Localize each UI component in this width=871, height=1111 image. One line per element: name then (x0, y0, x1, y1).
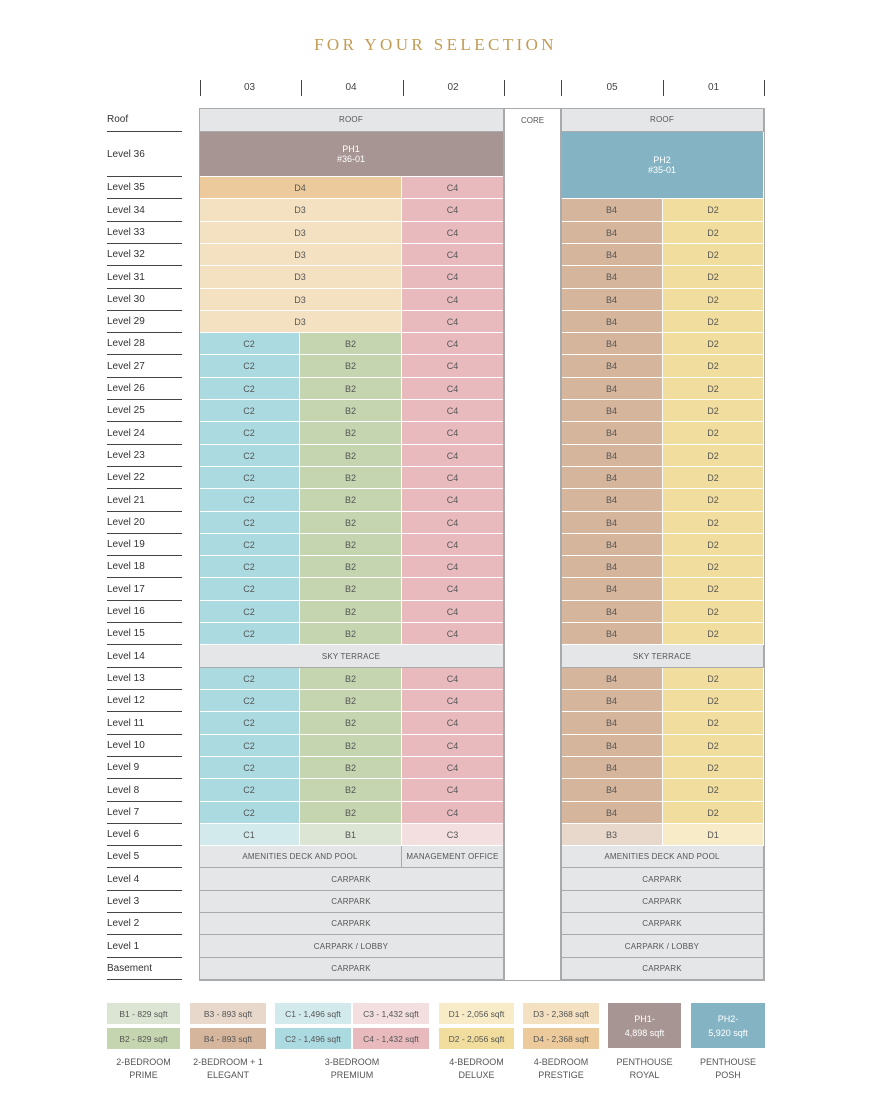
unit-c4[interactable]: C4 (402, 467, 504, 489)
unit-d2[interactable]: D2 (663, 333, 764, 355)
legend-swatch-b2: B2 - 829 sqft (107, 1028, 180, 1049)
legend-swatch-c1: C1 - 1,496 sqft (275, 1003, 351, 1024)
unit-c4[interactable]: C4 (402, 289, 504, 311)
unit-b2[interactable]: B2 (300, 712, 402, 735)
level-label: Level 34 (107, 199, 182, 222)
roof-left: ROOF (199, 108, 504, 132)
penthouse-ph2[interactable]: PH2 #35-01 (561, 132, 764, 199)
level-label: Level 27 (107, 355, 182, 378)
column-tick (403, 80, 404, 96)
legend-swatch-d3: D3 - 2,368 sqft (523, 1003, 599, 1024)
legend-caption: 2-BEDROOM + 1 ELEGANT (193, 1057, 263, 1080)
unit-d2[interactable]: D2 (663, 266, 764, 289)
unit-c2[interactable]: C2 (199, 556, 300, 578)
unit-d2[interactable]: D2 (663, 757, 764, 779)
unit-c4[interactable]: C4 (402, 222, 504, 244)
unit-b2[interactable]: B2 (300, 735, 402, 757)
level-label: Level 19 (107, 534, 182, 556)
unit-b2[interactable]: B2 (300, 757, 402, 779)
unit-c4[interactable]: C4 (402, 400, 504, 422)
level-label: Level 35 (107, 177, 182, 199)
unit-c2[interactable]: C2 (199, 623, 300, 645)
carpark-left: CARPARK (199, 958, 504, 980)
unit-b2[interactable]: B2 (300, 668, 402, 690)
unit-d2[interactable]: D2 (663, 199, 764, 222)
unit-c4[interactable]: C4 (402, 712, 504, 735)
unit-c4[interactable]: C4 (402, 556, 504, 578)
unit-c2[interactable]: C2 (199, 378, 300, 400)
unit-c4[interactable]: C4 (402, 623, 504, 645)
unit-b4[interactable]: B4 (561, 668, 663, 690)
column-header-01: 01 (707, 82, 720, 93)
unit-b4[interactable]: B4 (561, 355, 663, 378)
unit-d3[interactable]: D3 (199, 199, 402, 222)
level-label: Level 6 (107, 824, 182, 846)
level-label: Level 11 (107, 712, 182, 735)
legend-caption: 3-BEDROOM PREMIUM (324, 1057, 380, 1080)
level-label: Level 9 (107, 757, 182, 779)
unit-d2[interactable]: D2 (663, 779, 764, 802)
level-label: Level 2 (107, 913, 182, 935)
unit-b2[interactable]: B2 (300, 578, 402, 601)
legend-swatch-d1: D1 - 2,056 sqft (439, 1003, 514, 1024)
sky-terrace-right: SKY TERRACE (561, 645, 764, 668)
level-label: Level 21 (107, 489, 182, 512)
unit-c4[interactable]: C4 (402, 757, 504, 779)
level-label: Level 20 (107, 512, 182, 534)
unit-c4[interactable]: C4 (402, 422, 504, 445)
level-label: Level 30 (107, 289, 182, 311)
unit-b4[interactable]: B4 (561, 735, 663, 757)
unit-b4[interactable]: B4 (561, 289, 663, 311)
unit-b4[interactable]: B4 (561, 199, 663, 222)
column-header-03: 03 (243, 82, 256, 93)
unit-c2[interactable]: C2 (199, 422, 300, 445)
unit-c4[interactable]: C4 (402, 735, 504, 757)
column-tick (504, 80, 505, 96)
level-label: Level 17 (107, 578, 182, 601)
unit-c2[interactable]: C2 (199, 712, 300, 735)
unit-d2[interactable]: D2 (663, 311, 764, 333)
column-tick (301, 80, 302, 96)
unit-c2[interactable]: C2 (199, 512, 300, 534)
unit-b4[interactable]: B4 (561, 512, 663, 534)
carpark-right: CARPARK / LOBBY (561, 935, 764, 958)
legend-swatch-c2: C2 - 1,496 sqft (275, 1028, 351, 1049)
unit-d3[interactable]: D3 (199, 244, 402, 266)
unit-d2[interactable]: D2 (663, 512, 764, 534)
unit-d2[interactable]: D2 (663, 578, 764, 601)
unit-d4[interactable]: D4 (199, 177, 402, 199)
unit-d2[interactable]: D2 (663, 445, 764, 467)
unit-c1[interactable]: C1 (199, 824, 300, 846)
unit-b4[interactable]: B4 (561, 779, 663, 802)
unit-b4[interactable]: B4 (561, 222, 663, 244)
unit-b2[interactable]: B2 (300, 445, 402, 467)
unit-c4[interactable]: C4 (402, 266, 504, 289)
unit-c2[interactable]: C2 (199, 779, 300, 802)
core-label: CORE (520, 115, 545, 125)
legend-swatch-b1: B1 - 829 sqft (107, 1003, 180, 1024)
level-label: Level 13 (107, 668, 182, 690)
unit-d3[interactable]: D3 (199, 222, 402, 244)
level-label: Level 7 (107, 802, 182, 824)
level-label: Basement (107, 958, 182, 980)
unit-b2[interactable]: B2 (300, 556, 402, 578)
unit-c2[interactable]: C2 (199, 467, 300, 489)
level-label: Level 23 (107, 445, 182, 467)
unit-c2[interactable]: C2 (199, 735, 300, 757)
unit-b4[interactable]: B4 (561, 623, 663, 645)
unit-d3[interactable]: D3 (199, 311, 402, 333)
unit-c4[interactable]: C4 (402, 177, 504, 199)
legend-caption: PENTHOUSE ROYAL (616, 1057, 673, 1080)
unit-d2[interactable]: D2 (663, 534, 764, 556)
unit-d2[interactable]: D2 (663, 422, 764, 445)
unit-c2[interactable]: C2 (199, 690, 300, 712)
level-label: Level 28 (107, 333, 182, 355)
level-label: Level 24 (107, 422, 182, 445)
unit-c4[interactable]: C4 (402, 690, 504, 712)
unit-d2[interactable]: D2 (663, 222, 764, 244)
unit-c4[interactable]: C4 (402, 378, 504, 400)
unit-b4[interactable]: B4 (561, 266, 663, 289)
legend-swatch-d2: D2 - 2,056 sqft (439, 1028, 514, 1049)
unit-c4[interactable]: C4 (402, 244, 504, 266)
legend-swatch-c3: C3 - 1,432 sqft (353, 1003, 429, 1024)
level-label: Roof (107, 108, 182, 132)
unit-c2[interactable]: C2 (199, 578, 300, 601)
unit-c4[interactable]: C4 (402, 489, 504, 512)
level-label: Level 36 (107, 132, 182, 177)
unit-c4[interactable]: C4 (402, 512, 504, 534)
unit-d3[interactable]: D3 (199, 289, 402, 311)
carpark-right: CARPARK (561, 958, 764, 980)
unit-b2[interactable]: B2 (300, 623, 402, 645)
unit-b2[interactable]: B2 (300, 690, 402, 712)
amenities-deck-right: AMENITIES DECK AND POOL (561, 846, 764, 868)
unit-b4[interactable]: B4 (561, 378, 663, 400)
unit-c2[interactable]: C2 (199, 534, 300, 556)
unit-b4[interactable]: B4 (561, 489, 663, 512)
legend-swatch-ph2: PH2- 5,920 sqft (691, 1003, 765, 1048)
unit-b3[interactable]: B3 (561, 824, 663, 846)
unit-b2[interactable]: B2 (300, 534, 402, 556)
unit-b2[interactable]: B2 (300, 489, 402, 512)
unit-b2[interactable]: B2 (300, 422, 402, 445)
roof-right: ROOF (561, 108, 764, 132)
unit-c4[interactable]: C4 (402, 601, 504, 623)
level-label: Level 32 (107, 244, 182, 266)
unit-c2[interactable]: C2 (199, 601, 300, 623)
level-label: Level 5 (107, 846, 182, 868)
carpark-right: CARPARK (561, 868, 764, 891)
amenities-deck-left: AMENITIES DECK AND POOL (199, 846, 402, 868)
unit-c2[interactable]: C2 (199, 668, 300, 690)
column-tick (561, 80, 562, 96)
unit-d2[interactable]: D2 (663, 355, 764, 378)
unit-b4[interactable]: B4 (561, 445, 663, 467)
unit-d2[interactable]: D2 (663, 690, 764, 712)
unit-d2[interactable]: D2 (663, 556, 764, 578)
page-title: FOR YOUR SELECTION (314, 35, 557, 54)
column-header-05: 05 (606, 82, 618, 93)
unit-b4[interactable]: B4 (561, 690, 663, 712)
carpark-left: CARPARK (199, 868, 504, 891)
level-label: Level 26 (107, 378, 182, 400)
unit-c4[interactable]: C4 (402, 668, 504, 690)
level-label: Level 18 (107, 556, 182, 578)
unit-d2[interactable]: D2 (663, 735, 764, 757)
unit-b4[interactable]: B4 (561, 244, 663, 266)
legend-swatch-b4: B4 - 893 sqft (190, 1028, 266, 1049)
column-tick (663, 80, 664, 96)
unit-d2[interactable]: D2 (663, 400, 764, 422)
unit-b2[interactable]: B2 (300, 355, 402, 378)
unit-b4[interactable]: B4 (561, 712, 663, 735)
legend-caption: 4-BEDROOM PRESTIGE (533, 1057, 589, 1080)
penthouse-ph1[interactable]: PH1 #36-01 (199, 132, 504, 177)
legend-swatch-b3: B3 - 893 sqft (190, 1003, 266, 1024)
level-label: Level 16 (107, 601, 182, 623)
unit-b2[interactable]: B2 (300, 378, 402, 400)
block-frame-left (199, 108, 504, 981)
unit-b4[interactable]: B4 (561, 534, 663, 556)
column-header-02: 02 (447, 82, 459, 93)
sky-terrace-left: SKY TERRACE (199, 645, 504, 668)
unit-c4[interactable]: C4 (402, 311, 504, 333)
level-label: Level 10 (107, 735, 182, 757)
management-office: MANAGEMENT OFFICE (402, 846, 504, 868)
unit-d3[interactable]: D3 (199, 266, 402, 289)
carpark-right: CARPARK (561, 913, 764, 935)
level-label: Level 3 (107, 891, 182, 913)
unit-d2[interactable]: D2 (663, 289, 764, 311)
carpark-left: CARPARK / LOBBY (199, 935, 504, 958)
unit-b4[interactable]: B4 (561, 556, 663, 578)
unit-d2[interactable]: D2 (663, 802, 764, 824)
column-tick (764, 80, 765, 96)
unit-b2[interactable]: B2 (300, 467, 402, 489)
block-frame-right (561, 108, 765, 981)
core-column (504, 108, 561, 981)
unit-b4[interactable]: B4 (561, 578, 663, 601)
level-label: Level 31 (107, 266, 182, 289)
unit-d2[interactable]: D2 (663, 467, 764, 489)
unit-b4[interactable]: B4 (561, 757, 663, 779)
carpark-right: CARPARK (561, 891, 764, 913)
level-label: Level 12 (107, 690, 182, 712)
unit-d1[interactable]: D1 (663, 824, 764, 846)
unit-b1[interactable]: B1 (300, 824, 402, 846)
unit-b2[interactable]: B2 (300, 400, 402, 422)
level-label: Level 29 (107, 311, 182, 333)
unit-c4[interactable]: C4 (402, 534, 504, 556)
unit-c2[interactable]: C2 (199, 489, 300, 512)
legend-caption: 2-BEDROOM PRIME (116, 1057, 171, 1080)
unit-c4[interactable]: C4 (402, 355, 504, 378)
unit-c4[interactable]: C4 (402, 333, 504, 355)
level-label: Level 1 (107, 935, 182, 958)
unit-b2[interactable]: B2 (300, 333, 402, 355)
unit-c2[interactable]: C2 (199, 355, 300, 378)
unit-c2[interactable]: C2 (199, 333, 300, 355)
unit-b4[interactable]: B4 (561, 601, 663, 623)
column-tick (200, 80, 201, 96)
unit-c4[interactable]: C4 (402, 802, 504, 824)
carpark-left: CARPARK (199, 913, 504, 935)
unit-c4[interactable]: C4 (402, 779, 504, 802)
level-label: Level 15 (107, 623, 182, 645)
legend-caption: PENTHOUSE POSH (699, 1057, 756, 1080)
unit-d2[interactable]: D2 (663, 712, 764, 735)
unit-d2[interactable]: D2 (663, 668, 764, 690)
level-label: Level 14 (107, 645, 182, 668)
unit-b2[interactable]: B2 (300, 512, 402, 534)
level-label: Level 8 (107, 779, 182, 802)
unit-d2[interactable]: D2 (663, 378, 764, 400)
unit-d2[interactable]: D2 (663, 244, 764, 266)
carpark-left: CARPARK (199, 891, 504, 913)
unit-c2[interactable]: C2 (199, 400, 300, 422)
unit-b2[interactable]: B2 (300, 601, 402, 623)
unit-b4[interactable]: B4 (561, 467, 663, 489)
unit-b4[interactable]: B4 (561, 422, 663, 445)
legend-swatch-d4: D4 - 2,368 sqft (523, 1028, 599, 1049)
unit-b2[interactable]: B2 (300, 779, 402, 802)
unit-d2[interactable]: D2 (663, 623, 764, 645)
unit-b4[interactable]: B4 (561, 400, 663, 422)
unit-d2[interactable]: D2 (663, 601, 764, 623)
level-label: Level 4 (107, 868, 182, 891)
unit-c4[interactable]: C4 (402, 578, 504, 601)
column-header-04: 04 (345, 82, 357, 93)
unit-d2[interactable]: D2 (663, 489, 764, 512)
level-label: Level 33 (107, 222, 182, 244)
unit-b4[interactable]: B4 (561, 333, 663, 355)
unit-c2[interactable]: C2 (199, 757, 300, 779)
level-label: Level 25 (107, 400, 182, 422)
unit-c2[interactable]: C2 (199, 445, 300, 467)
unit-b4[interactable]: B4 (561, 802, 663, 824)
legend-swatch-ph1: PH1- 4,898 sqft (608, 1003, 681, 1048)
unit-c2[interactable]: C2 (199, 802, 300, 824)
unit-b2[interactable]: B2 (300, 802, 402, 824)
unit-b4[interactable]: B4 (561, 311, 663, 333)
unit-c4[interactable]: C4 (402, 199, 504, 222)
level-label: Level 22 (107, 467, 182, 489)
legend-caption: 4-BEDROOM DELUXE (449, 1057, 504, 1080)
legend-swatch-c4: C4 - 1,432 sqft (353, 1028, 429, 1049)
unit-c3[interactable]: C3 (402, 824, 504, 846)
unit-c4[interactable]: C4 (402, 445, 504, 467)
